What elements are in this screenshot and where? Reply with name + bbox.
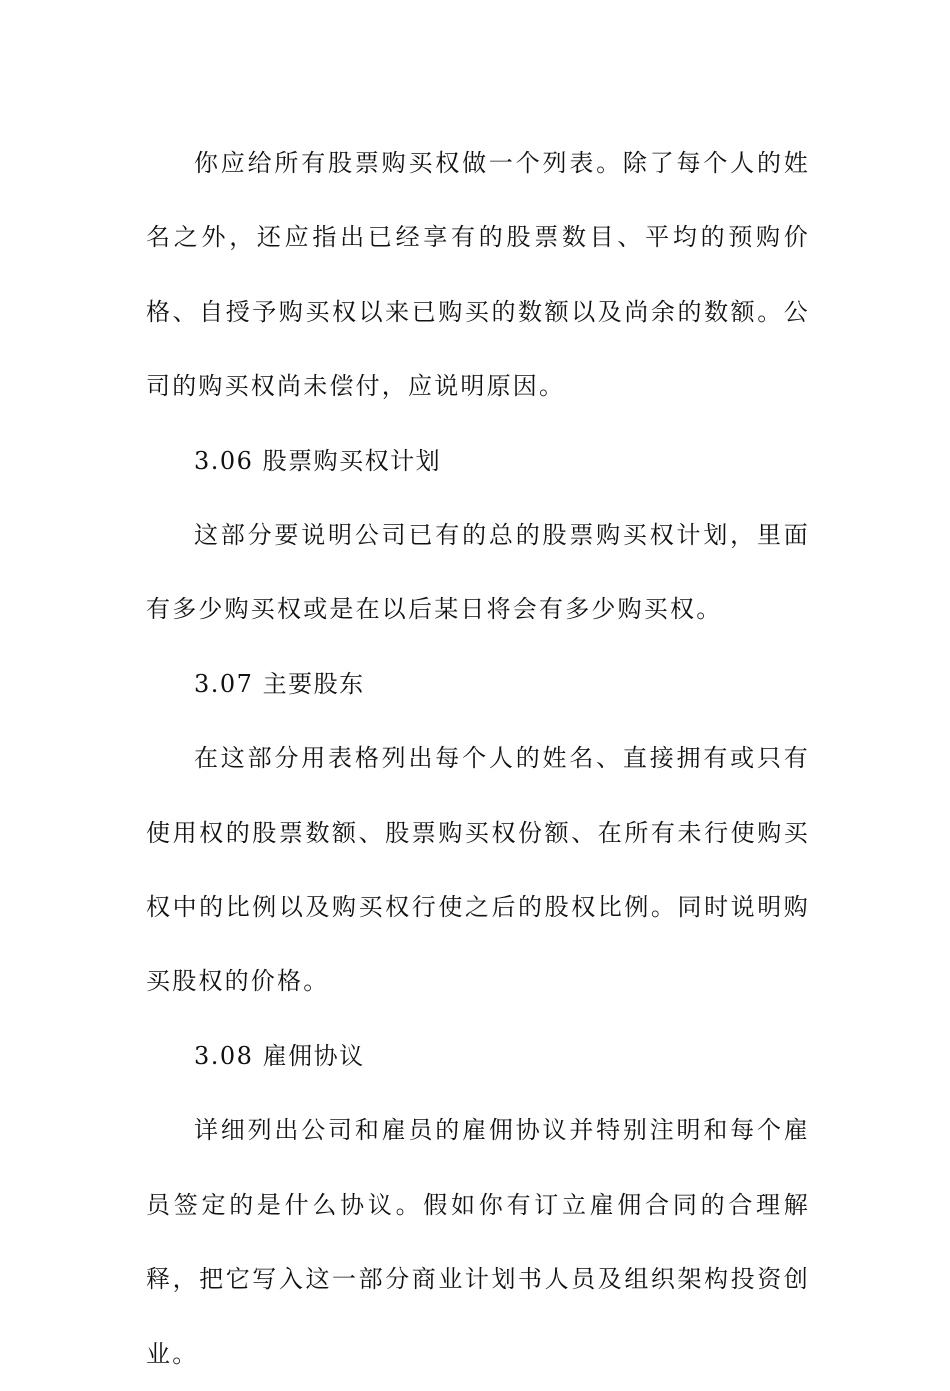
section-heading-3-06: 3.06 股票购买权计划: [194, 446, 442, 475]
paragraph-major-shareholders: 在这部分用表格列出每个人的姓名、直接拥有或只有使用权的股票数额、股票购买权份额、在所有未行使购买权中的比例以及购买权行使之后的股权比例。同时说明购买股权的价格。: [146, 744, 810, 996]
document-body: [146, 126, 810, 1391]
paragraph-employment-agreements: 详细列出公司和雇员的雇佣协议并特别注明和每个雇员签定的是什么协议。假如你有订立雇佣合同的合理解释，把它写入这一部分商业计划书人员及组织架构投资创业。: [146, 1116, 810, 1368]
paragraph-stock-option-plan: 这部分要说明公司已有的总的股票购买权计划，里面有多少购买权或是在以后某日将会有多少购买权。: [146, 521, 810, 624]
section-heading-3-08: 3.08 雇佣协议: [194, 1041, 365, 1070]
section-heading-3-07: 3.07 主要股东: [194, 669, 365, 698]
paragraph-stock-options-list: 你应给所有股票购买权做一个列表。除了每个人的姓名之外，还应指出已经享有的股票数目、平均的预购价格、自授予购买权以来已购买的数额以及尚余的数额。公司的购买权尚未偿付，应说明原因。: [146, 149, 810, 401]
